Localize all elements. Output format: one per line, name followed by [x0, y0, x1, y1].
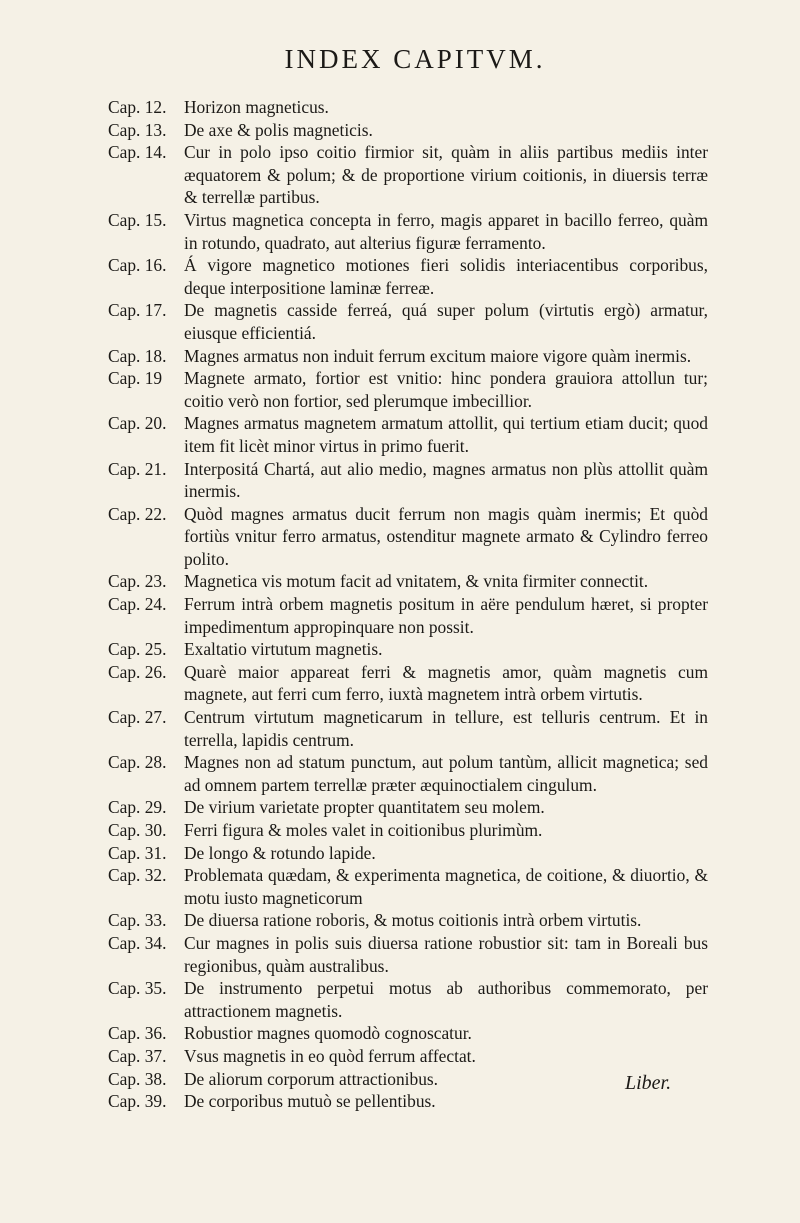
chapter-index-list — [108, 96, 708, 1113]
chapter-title: Problemata quædam, & experimenta magnetica, de coitione, & diuortio, & motu iusto magneticorum — [184, 865, 708, 908]
chapter-title: De axe & polis magneticis. — [184, 119, 373, 140]
chapter-number: Cap. 19 — [108, 368, 163, 389]
chapter-title: Ferrum intrà orbem magnetis positum in aëre pendulum hæret, si propter impedimentum appropinquare non possit. — [184, 594, 708, 637]
catchword: Liber. — [625, 1072, 672, 1094]
chapter-number: Cap. 15. — [108, 209, 167, 230]
chapter-title: De corporibus mutuò se pellentibus. — [184, 1091, 436, 1112]
chapter-number: Cap. 36. — [108, 1023, 167, 1044]
chapter-number: Cap. 23. — [108, 571, 167, 592]
chapter-number: Cap. 25. — [108, 639, 167, 660]
chapter-entry — [108, 1068, 708, 1091]
chapter-entry — [108, 661, 708, 706]
chapter-entry — [108, 96, 708, 119]
chapter-number: Cap. 33. — [108, 910, 167, 931]
chapter-number: Cap. 29. — [108, 797, 167, 818]
chapter-title: Centrum virtutum magneticarum in tellure, est telluris centrum. Et in terrella, lapidis centrum. — [184, 707, 708, 750]
chapter-number: Cap. 37. — [108, 1045, 167, 1066]
chapter-title: De longo & rotundo lapide. — [184, 842, 376, 863]
chapter-number: Cap. 39. — [108, 1091, 167, 1112]
chapter-entry — [108, 1045, 708, 1068]
chapter-entry — [108, 751, 708, 796]
chapter-title: De diuersa ratione roboris, & motus coitionis intrà orbem virtutis. — [184, 910, 642, 931]
chapter-title: Interpositá Chartá, aut alio medio, magnes armatus non plùs attollit quàm inermis. — [184, 458, 708, 502]
chapter-number: Cap. 27. — [108, 707, 167, 728]
chapter-entry — [108, 345, 708, 368]
chapter-number: Cap. 24. — [108, 594, 167, 615]
chapter-entry — [108, 977, 708, 1022]
chapter-entry — [108, 367, 708, 412]
chapter-number: Cap. 12. — [108, 97, 167, 117]
chapter-entry — [108, 412, 708, 457]
chapter-title: Quarè maior appareat ferri & magnetis amor, quàm magnetis cum magnete, aut ferri cum ferro, iuxtà magnetem intrà orbem virtutis. — [184, 661, 708, 705]
chapter-number: Cap. 31. — [108, 842, 167, 863]
chapter-entry — [108, 570, 708, 593]
chapter-entry — [108, 842, 708, 865]
chapter-entry — [108, 909, 708, 932]
chapter-entry — [108, 1090, 708, 1113]
chapter-title: Magnetica vis motum facit ad vnitatem, & vnita firmiter connectit. — [184, 571, 649, 592]
chapter-title: Virtus magnetica concepta in ferro, magis apparet in bacillo ferreo, quàm in rotundo, quadrato, aut alterius figuræ ferramento. — [184, 209, 708, 253]
chapter-title: De aliorum corporum attractionibus. — [184, 1068, 439, 1089]
chapter-number: Cap. 35. — [108, 978, 167, 999]
chapter-number: Cap. 28. — [108, 752, 167, 773]
chapter-title: Horizon magneticus. — [184, 97, 329, 117]
chapter-title: De instrumento perpetui motus ab authoribus commemorato, per attractionem magnetis. — [184, 978, 708, 1021]
page-title: INDEX CAPITVM. — [284, 44, 546, 74]
chapter-number: Cap. 22. — [108, 503, 167, 524]
chapter-entry — [108, 864, 708, 909]
chapter-title: Magnete armato, fortior est vnitio: hinc pondera grauiora attollun tur; coitio verò non fortior, sed plerumque imbecillior. — [184, 368, 708, 411]
chapter-title: Quòd magnes armatus ducit ferrum non magis quàm inermis; Et quòd fortiùs vnitur ferro armatus, ostenditur magnete armato & Cylindro ferreo polito. — [184, 503, 708, 569]
chapter-title: De magnetis casside ferreá, quá super polum (virtutis ergò) armatur, eiusque efficientiá. — [184, 300, 708, 343]
chapter-number: Cap. 32. — [108, 865, 167, 886]
chapter-entry — [108, 209, 708, 254]
chapter-title: Ferri figura & moles valet in coitionibus plurimùm. — [184, 820, 543, 840]
chapter-title: Cur magnes in polis suis diuersa ratione robustior sit: tam in Boreali bus regionibus, quàm australibus. — [184, 932, 708, 976]
chapter-number: Cap. 20. — [108, 413, 167, 434]
chapter-entry — [108, 1022, 708, 1045]
chapter-entry — [108, 299, 708, 344]
chapter-entry — [108, 819, 708, 842]
chapter-entry — [108, 706, 708, 751]
chapter-entry — [108, 458, 708, 503]
chapter-entry — [108, 503, 708, 571]
chapter-number: Cap. 17. — [108, 300, 167, 321]
chapter-entry — [108, 119, 708, 142]
chapter-title: Magnes armatus non induit ferrum excitum maiore vigore quàm inermis. — [184, 345, 692, 366]
chapter-title: Á vigore magnetico motiones fieri solidis interiacentibus corporibus, deque interpositione laminæ ferreæ. — [184, 255, 708, 298]
chapter-number: Cap. 21. — [108, 458, 167, 479]
chapter-number: Cap. 30. — [108, 820, 167, 840]
chapter-number: Cap. 18. — [108, 345, 167, 366]
chapter-number: Cap. 14. — [108, 142, 167, 163]
chapter-entry — [108, 254, 708, 299]
chapter-title: Cur in polo ipso coitio firmior sit, quàm in aliis partibus mediis inter æquatorem & polum; & de proportione virium coitionis, in diuersis terræ & terrellæ partibus. — [184, 142, 708, 208]
chapter-entry — [108, 141, 708, 209]
chapter-entry — [108, 796, 708, 819]
chapter-entry — [108, 638, 708, 661]
chapter-title: Robustior magnes quomodò cognoscatur. — [184, 1023, 472, 1044]
chapter-number: Cap. 38. — [108, 1068, 167, 1089]
chapter-number: Cap. 26. — [108, 661, 167, 682]
chapter-entry — [108, 932, 708, 977]
chapter-number: Cap. 34. — [108, 932, 167, 953]
chapter-title: Vsus magnetis in eo quòd ferrum affectat. — [184, 1045, 476, 1066]
chapter-number: Cap. 16. — [108, 255, 167, 276]
chapter-title: Magnes armatus magnetem armatum attollit, qui tertium etiam ducit; quod item fit licèt minor virtus in primo fuerit. — [184, 413, 708, 456]
chapter-number: Cap. 13. — [108, 119, 167, 140]
chapter-title: De virium varietate propter quantitatem seu molem. — [184, 797, 545, 818]
chapter-entry — [108, 593, 708, 638]
chapter-title: Exaltatio virtutum magnetis. — [184, 639, 383, 660]
chapter-title: Magnes non ad statum punctum, aut polum tantùm, allicit magnetica; sed ad omnem partem terrellæ præter æquinoctialem cingulum. — [184, 752, 708, 795]
